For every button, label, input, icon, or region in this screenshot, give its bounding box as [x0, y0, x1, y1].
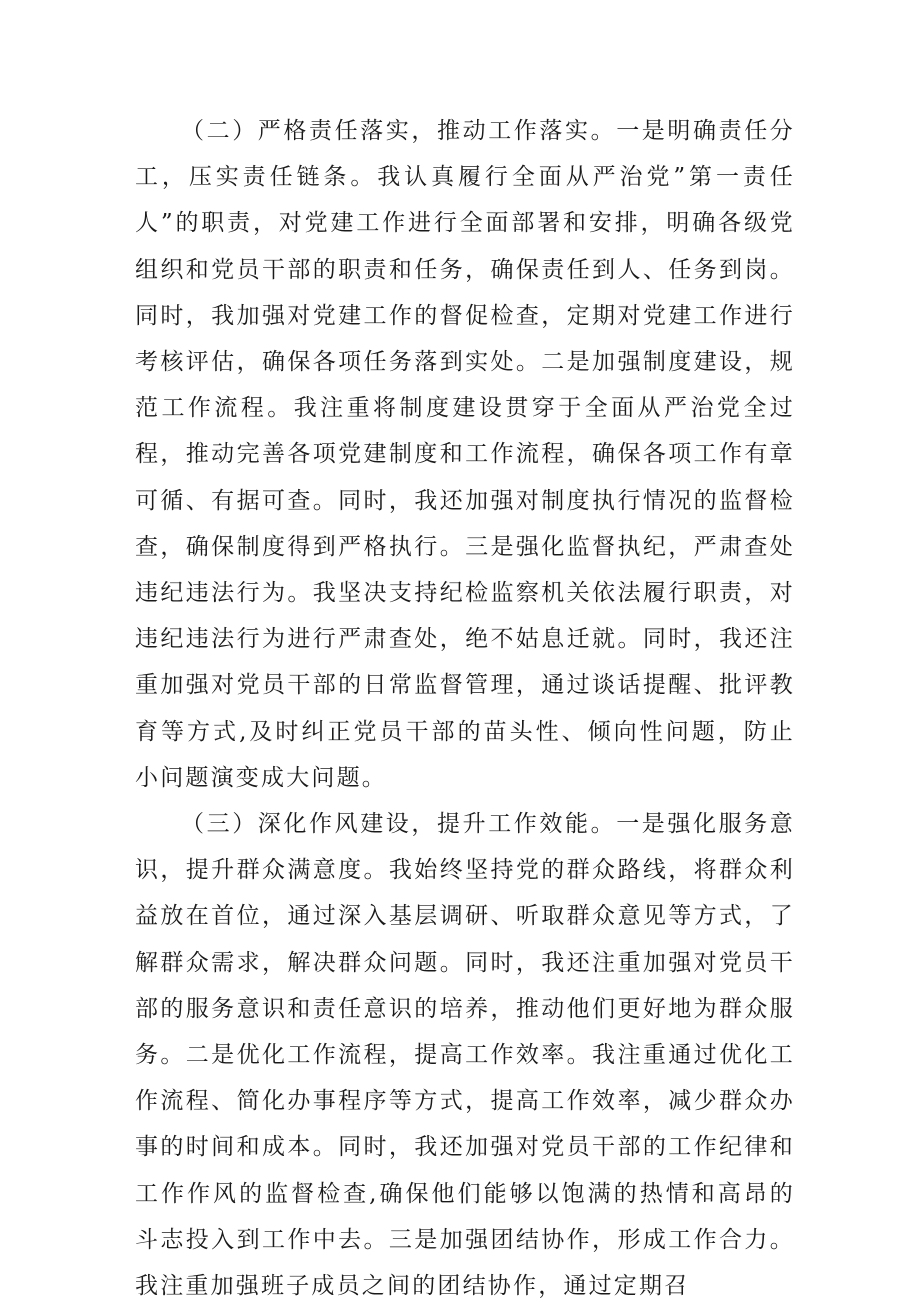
document-body: [135, 108, 795, 1309]
paragraph-work-style: （三）深化作风建设，提升工作效能。一是强化服务意识，提升群众满意度。我始终坚持党的群众路线，将群众利益放在首位，通过深入基层调研、听取群众意见等方式，了解群众需求，解决群众问题。同时，我还注重加强对党员干部的服务意识和责任意识的培养，推动他们更好地为群众服务。二是优化工作流程，提高工作效率。我注重通过优化工作流程、简化办事程序等方式，提高工作效率，减少群众办事的时间和成本。同时，我还加强对党员干部的工作纪律和工作作风的监督检查,确保他们能够以饱满的热情和高昂的斗志投入到工作中去。三是加强团结协作，形成工作合力。我注重加强班子成员之间的团结协作，通过定期召: [135, 811, 795, 1300]
paragraph-responsibility: （二）严格责任落实，推动工作落实。一是明确责任分工，压实责任链条。我认真履行全面从严治党”第一责任人”的职责，对党建工作进行全面部署和安排，明确各级党组织和党员干部的职责和任务，确保责任到人、任务到岗。同时，我加强对党建工作的督促检查，定期对党建工作进行考核评估，确保各项任务落到实处。二是加强制度建设，规范工作流程。我注重将制度建设贯穿于全面从严治党全过程，推动完善各项党建制度和工作流程，确保各项工作有章可循、有据可查。同时，我还加强对制度执行情况的监督检查，确保制度得到严格执行。三是强化监督执纪，严肃查处违纪违法行为。我坚决支持纪检监察机关依法履行职责，对违纪违法行为进行严肃查处，绝不姑息迁就。同时，我还注重加强对党员干部的日常监督管理，通过谈话提醒、批评教育等方式,及时纠正党员干部的苗头性、倾向性问题，防止小问题演变成大问题。: [135, 118, 795, 791]
